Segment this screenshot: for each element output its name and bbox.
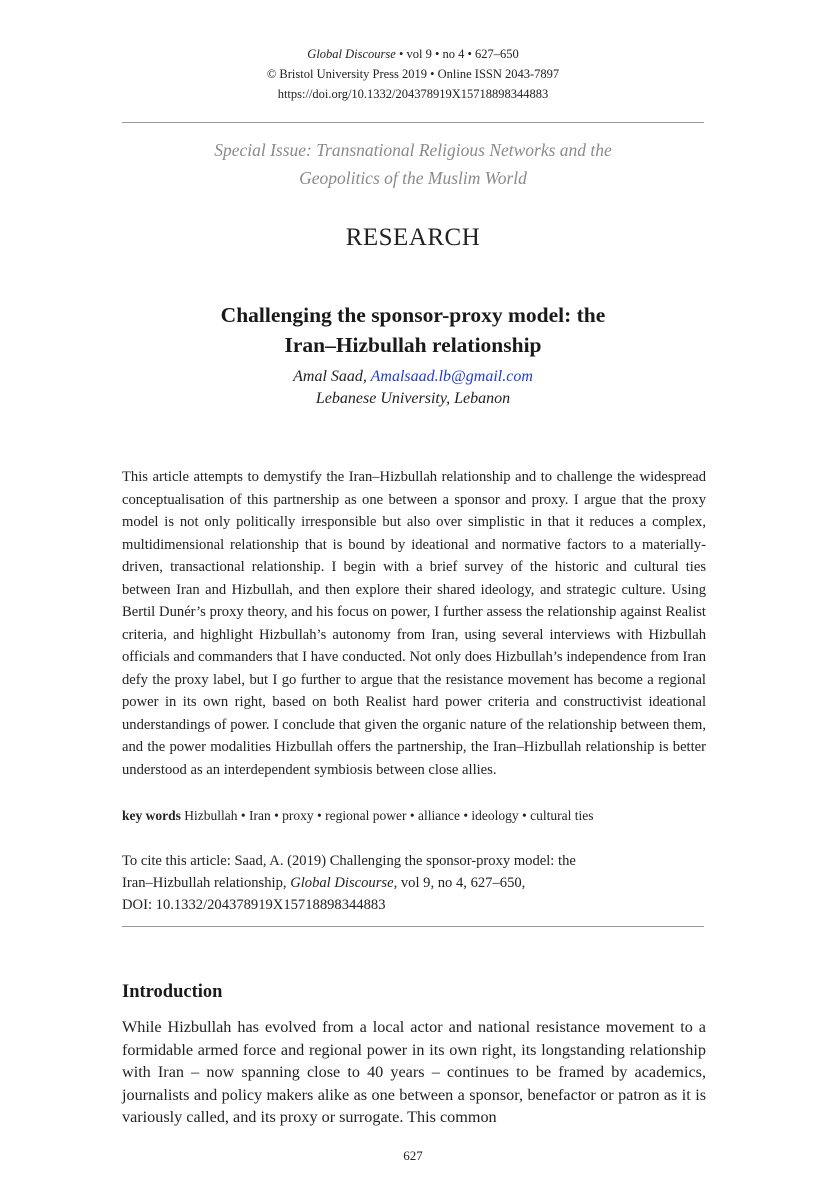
special-issue-line-2: Geopolitics of the Muslim World (299, 168, 527, 188)
article-title (120, 300, 706, 360)
citation-divider (122, 926, 704, 927)
keywords (122, 806, 706, 826)
citation-line-2b: , vol 9, no 4, 627–650, (393, 875, 526, 891)
journal-name: Global Discourse (307, 47, 396, 61)
journal-details: • vol 9 • no 4 • 627–650 (395, 47, 519, 61)
author-email-link[interactable]: Amalsaad.lb@gmail.com (370, 368, 533, 385)
author-name: Amal Saad, (293, 368, 371, 385)
author-block (0, 366, 826, 410)
author-affiliation: Lebanese University, Lebanon (315, 390, 511, 407)
citation-line-1: To cite this article: Saad, A. (2019) Challenging the sponsor-proxy model: the (122, 853, 576, 869)
doi-url[interactable]: https://doi.org/10.1332/204378919X15718898344883 (277, 87, 549, 101)
introduction-paragraph: While Hizbullah has evolved from a local actor and national resistance movement to a formidable armed force and regional power in its own right, its longstanding relationship with Iran – now spanning close to 40 years – continues to be framed by academics, journalists and policy makers alike as one between a sponsor, benefactor or patron as it is variously called, and its proxy or surrogate. This common (122, 1018, 706, 1126)
abstract: This article attempts to demystify the Iran–Hizbullah relationship and to challenge the widespread conceptualisation of this partnership as one between a sponsor and proxy. I argue that the proxy model is not only politically irresponsible but also over simplistic in that it reduces a complex, multidimensional relationship that is bound by ideational and normative factors to a materially-driven, transactional relationship. I begin with a brief survey of the historic and cultural ties between Iran and Hizbullah, and then explore their shared ideology, and strategic culture. Using Bertil Dunér’s proxy theory, and his focus on power, I further assess the relationship against Realist criteria, and highlight Hizbullah’s autonomy from Iran, using several interviews with Hizbullah officials and commanders that I have conducted. Not only does Hizbullah’s independence from Iran defy the proxy label, but I go further to argue that the resistance movement has become a regional power in its own right, based on both Realist hard power criteria and constructivist ideational understandings of power. I conclude that given the organic nature of the relationship between them, and the power modalities Hizbullah offers the partnership, the Iran–Hizbullah relationship is better understood as an interdependent symbiosis between close allies. (122, 469, 706, 778)
journal-header (0, 44, 826, 104)
header-divider (122, 122, 704, 123)
citation-line-2 (122, 872, 706, 894)
citation-line-2a: Iran–Hizbullah relationship, (122, 875, 291, 891)
keywords-list: Hizbullah • Iran • proxy • regional power • alliance • ideology • cultural ties (180, 808, 594, 823)
keywords-label: key words (122, 808, 181, 823)
journal-line (0, 44, 826, 64)
publisher-line: © Bristol University Press 2019 • Online ISSN 2043-7897 (266, 67, 560, 81)
citation-block (122, 850, 706, 916)
special-issue-line-1: Special Issue: Transnational Religious Networks and the (214, 140, 612, 160)
page-number: 627 (403, 1148, 423, 1163)
citation-journal: Global Discourse (290, 875, 394, 891)
special-issue-title (0, 136, 826, 192)
title-line-1: Challenging the sponsor-proxy model: the (220, 303, 606, 327)
section-label: RESEARCH (345, 224, 481, 251)
introduction-heading: Introduction (122, 982, 223, 1002)
citation-doi: DOI: 10.1332/204378919X15718898344883 (122, 897, 386, 913)
author-line (0, 366, 826, 388)
title-line-2: Iran–Hizbullah relationship (284, 333, 542, 357)
